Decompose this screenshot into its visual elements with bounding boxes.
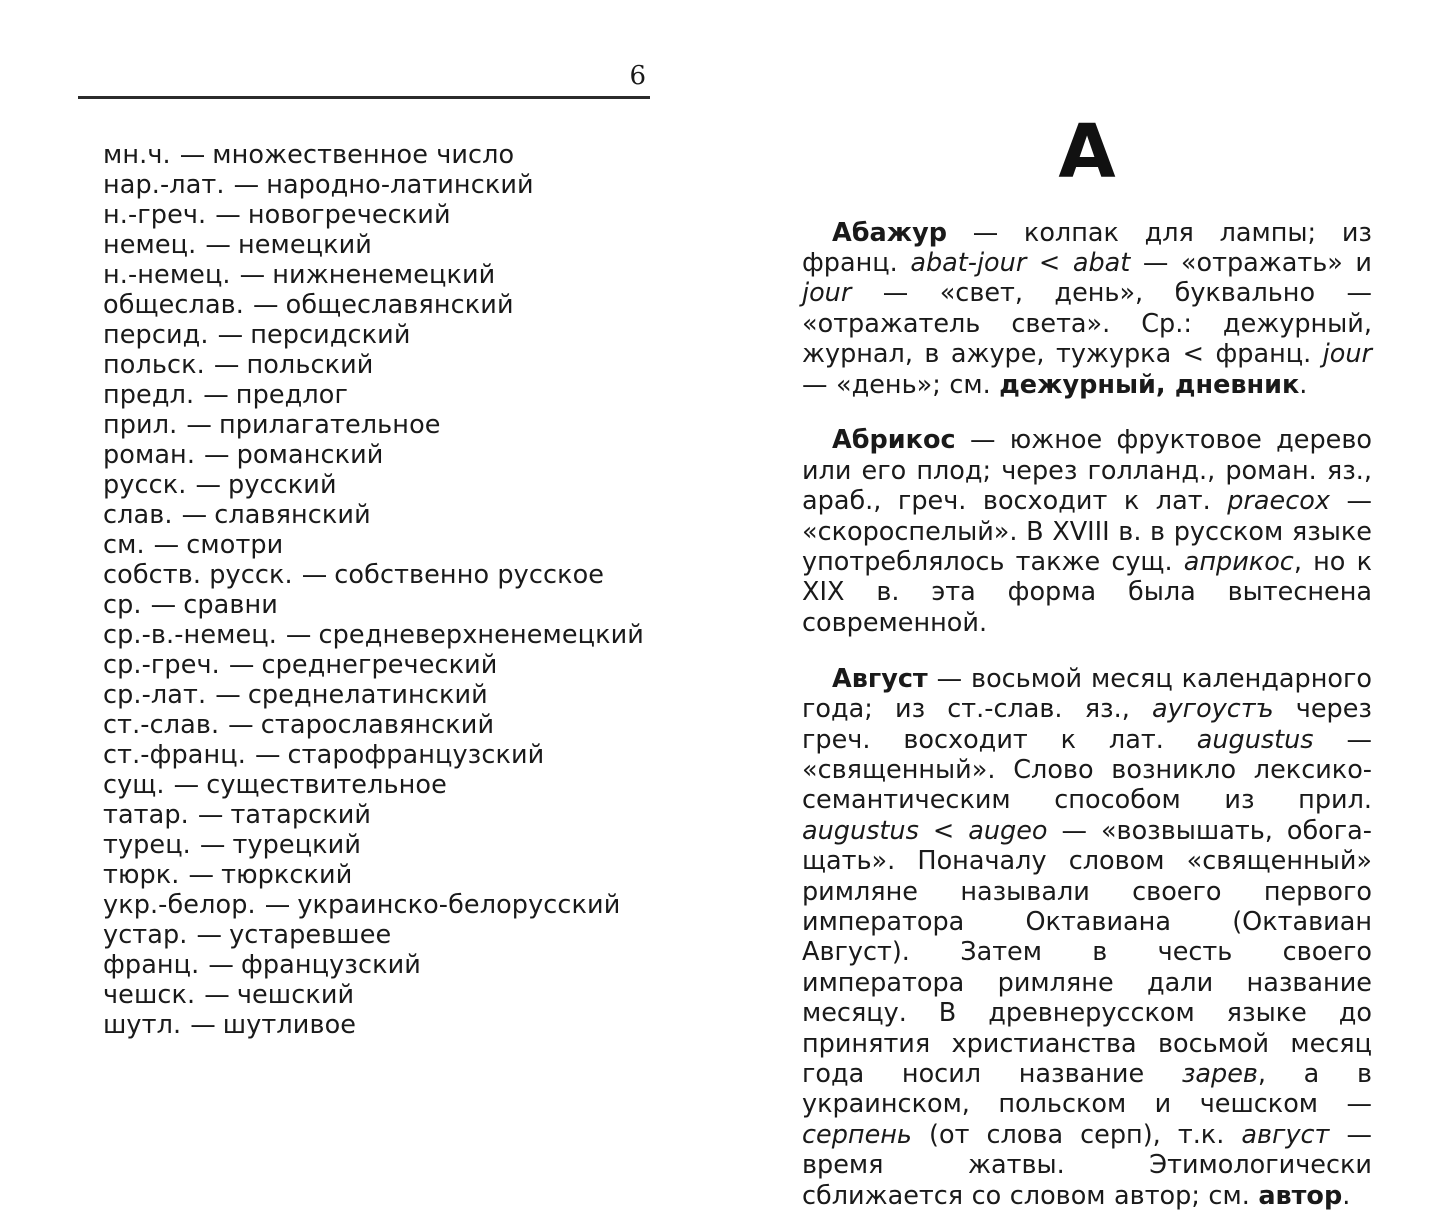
- em-dash-separator: —: [219, 710, 261, 740]
- abbreviation-expansion: тюркский: [221, 860, 352, 890]
- abbreviation-short: немец.: [103, 230, 196, 260]
- abbreviation-expansion: французский: [241, 950, 421, 980]
- abbreviation-expansion: среднегреческий: [261, 650, 497, 680]
- entry-text: через греч. восходит к лат.: [802, 694, 1372, 754]
- em-dash-separator: —: [231, 260, 273, 290]
- page-number: 6: [78, 60, 650, 92]
- em-dash-separator: —: [194, 380, 236, 410]
- em-dash-separator: —: [195, 980, 237, 1010]
- entries-column: [802, 112, 1372, 1211]
- abbreviations-column: [103, 140, 703, 1040]
- abbreviation-row: [103, 650, 703, 680]
- abbreviation-row: [103, 500, 703, 530]
- abbreviation-expansion: собственно русское: [334, 560, 604, 590]
- em-dash-separator: —: [225, 170, 267, 200]
- abbreviation-row: [103, 1010, 703, 1040]
- abbreviation-row: [103, 770, 703, 800]
- abbreviation-expansion: шутливое: [223, 1010, 356, 1040]
- abbreviation-row: [103, 350, 703, 380]
- em-dash-separator: —: [277, 620, 319, 650]
- abbreviation-expansion: множественное число: [212, 140, 514, 170]
- em-dash-separator: —: [220, 650, 262, 680]
- abbreviation-expansion: русский: [228, 470, 337, 500]
- em-dash-separator: —: [173, 500, 215, 530]
- em-dash-separator: —: [205, 350, 247, 380]
- abbreviation-short: польск.: [103, 350, 205, 380]
- entry-text: — восьмой месяц календарного года; из ст.-слав. яз.,: [802, 664, 1372, 724]
- abbreviation-short: укр.-белор.: [103, 890, 256, 920]
- abbreviation-row: [103, 620, 703, 650]
- entry-list: [802, 218, 1372, 1211]
- entry-etymon: априкос: [1184, 547, 1294, 577]
- abbreviation-expansion: нижненемецкий: [272, 260, 495, 290]
- entry-text: , но к XIX в. эта форма была вытеснена современной.: [802, 547, 1372, 638]
- letter-heading: А: [802, 112, 1372, 192]
- entry-etymon: praecox: [1227, 486, 1330, 516]
- abbreviation-expansion: персидский: [250, 320, 410, 350]
- abbreviation-short: нар.-лат.: [103, 170, 225, 200]
- abbreviation-short: русск.: [103, 470, 186, 500]
- em-dash-separator: —: [177, 410, 219, 440]
- abbreviation-expansion: старофранцузский: [288, 740, 545, 770]
- entry-text: — время жатвы. Этимологически сближается со словом автор; см.: [802, 1120, 1372, 1211]
- abbreviation-row: [103, 710, 703, 740]
- abbreviation-expansion: турецкий: [233, 830, 362, 860]
- entry-text: (от слова серп), т.к.: [912, 1120, 1241, 1150]
- abbreviation-short: общеслав.: [103, 290, 244, 320]
- abbreviation-short: мн.ч.: [103, 140, 171, 170]
- entry-cross-reference: дежурный, дневник: [999, 370, 1299, 400]
- em-dash-separator: —: [246, 740, 288, 770]
- em-dash-separator: —: [244, 290, 286, 320]
- abbreviation-short: собств. русск.: [103, 560, 293, 590]
- abbreviation-expansion: татарский: [230, 800, 371, 830]
- abbreviation-row: [103, 590, 703, 620]
- abbreviation-short: тюрк.: [103, 860, 180, 890]
- abbreviation-expansion: среднелатинский: [248, 680, 488, 710]
- em-dash-separator: —: [165, 770, 207, 800]
- abbreviation-short: н.-греч.: [103, 200, 206, 230]
- abbreviation-short: устар.: [103, 920, 187, 950]
- abbreviation-row: [103, 260, 703, 290]
- abbreviation-short: персид.: [103, 320, 209, 350]
- abbreviation-expansion: сравни: [183, 590, 278, 620]
- em-dash-separator: —: [189, 800, 231, 830]
- abbreviation-expansion: романский: [237, 440, 384, 470]
- em-dash-separator: —: [145, 530, 187, 560]
- entry-text: — колпак для лампы; из франц.: [802, 218, 1372, 278]
- abbreviation-expansion: славянский: [214, 500, 371, 530]
- header-rule: [78, 96, 650, 99]
- entry-text: — «день»; см.: [802, 370, 999, 400]
- abbreviation-short: чешск.: [103, 980, 195, 1010]
- abbreviation-row: [103, 920, 703, 950]
- entry-etymon: зарев: [1182, 1059, 1258, 1089]
- abbreviation-row: [103, 320, 703, 350]
- abbreviation-short: ср.: [103, 590, 142, 620]
- entry-headword: Абрикос: [832, 425, 956, 455]
- entry-etymon: abat: [1073, 248, 1130, 278]
- entry-etymon: jour: [1323, 339, 1372, 369]
- em-dash-separator: —: [191, 830, 233, 860]
- abbreviation-short: сущ.: [103, 770, 165, 800]
- em-dash-separator: —: [187, 920, 229, 950]
- abbreviation-row: [103, 860, 703, 890]
- dictionary-entry: [802, 218, 1372, 400]
- abbreviation-short: татар.: [103, 800, 189, 830]
- abbreviation-short: н.-немец.: [103, 260, 231, 290]
- em-dash-separator: —: [209, 320, 251, 350]
- abbreviation-short: роман.: [103, 440, 195, 470]
- em-dash-separator: —: [206, 200, 248, 230]
- page-header: [78, 60, 650, 99]
- dictionary-entry: [802, 425, 1372, 638]
- em-dash-separator: —: [256, 890, 298, 920]
- abbreviation-row: [103, 230, 703, 260]
- em-dash-separator: —: [293, 560, 335, 590]
- entry-etymon: abat-jour: [910, 248, 1026, 278]
- em-dash-separator: —: [181, 1010, 223, 1040]
- entry-text: — «отражать» и: [1130, 248, 1372, 278]
- entry-text: , а в украинском, польском и чешском —: [802, 1059, 1372, 1119]
- em-dash-separator: —: [171, 140, 213, 170]
- abbreviation-expansion: народно-латинский: [266, 170, 533, 200]
- abbreviation-expansion: прилагательное: [219, 410, 441, 440]
- em-dash-separator: —: [186, 470, 228, 500]
- abbreviation-row: [103, 740, 703, 770]
- abbreviation-row: [103, 140, 703, 170]
- entry-etymon: аугоустъ: [1152, 694, 1274, 724]
- entry-text: <: [919, 816, 968, 846]
- abbreviation-row: [103, 170, 703, 200]
- abbreviation-short: предл.: [103, 380, 194, 410]
- abbreviation-short: см.: [103, 530, 145, 560]
- abbreviation-row: [103, 980, 703, 1010]
- abbreviation-expansion: немецкий: [238, 230, 372, 260]
- abbreviation-row: [103, 200, 703, 230]
- entry-text: — «свет, день», буквально — «отражатель света». Ср.: дежурный, журнал, в ажуре, тужурка < франц.: [802, 278, 1372, 369]
- abbreviation-short: ст.-слав.: [103, 710, 219, 740]
- abbreviation-row: [103, 470, 703, 500]
- em-dash-separator: —: [196, 230, 238, 260]
- abbreviation-row: [103, 380, 703, 410]
- abbreviation-list: [103, 140, 703, 1040]
- entry-etymon: jour: [802, 278, 851, 308]
- abbreviation-expansion: украинско-белорусский: [297, 890, 620, 920]
- abbreviation-expansion: смотри: [186, 530, 283, 560]
- abbreviation-row: [103, 560, 703, 590]
- entry-text: — южное фруктовое дерево или его плод; через голланд., роман. яз., араб., греч. восходит к лат.: [802, 425, 1372, 516]
- abbreviation-short: прил.: [103, 410, 177, 440]
- entry-cross-reference: автор: [1258, 1181, 1342, 1211]
- abbreviation-expansion: новогреческий: [248, 200, 451, 230]
- entry-etymon: серпень: [802, 1120, 912, 1150]
- abbreviation-short: ср.-в.-немец.: [103, 620, 277, 650]
- entry-text: — «возвышать, обогащать». Поначалу словом «священный» римляне называли своего первого императора Октавиана (Октавиан Август). Затем в честь своего императора римляне дали название месяцу. В древнерусском языке до принятия христианства восьмой месяц года носил название: [802, 816, 1372, 1089]
- entry-text: .: [1342, 1181, 1350, 1211]
- entry-etymon: augustus: [802, 816, 919, 846]
- abbreviation-row: [103, 440, 703, 470]
- entry-etymon: augustus: [1197, 725, 1314, 755]
- abbreviation-row: [103, 890, 703, 920]
- abbreviation-expansion: существительное: [206, 770, 447, 800]
- em-dash-separator: —: [195, 440, 237, 470]
- abbreviation-short: турец.: [103, 830, 191, 860]
- entry-text: — «скороспелый». В XVIII в. в русском языке употреблялось также сущ.: [802, 486, 1372, 577]
- abbreviation-row: [103, 410, 703, 440]
- abbreviation-expansion: старославянский: [261, 710, 494, 740]
- abbreviation-row: [103, 290, 703, 320]
- em-dash-separator: —: [180, 860, 222, 890]
- abbreviation-row: [103, 830, 703, 860]
- abbreviation-expansion: общеславянский: [286, 290, 514, 320]
- abbreviation-expansion: чешский: [237, 980, 354, 1010]
- abbreviation-short: ср.-лат.: [103, 680, 206, 710]
- em-dash-separator: —: [199, 950, 241, 980]
- abbreviation-expansion: польский: [246, 350, 373, 380]
- abbreviation-short: ст.-франц.: [103, 740, 246, 770]
- entry-text: .: [1299, 370, 1307, 400]
- abbreviation-short: ср.-греч.: [103, 650, 220, 680]
- abbreviation-row: [103, 530, 703, 560]
- abbreviation-short: шутл.: [103, 1010, 181, 1040]
- abbreviation-row: [103, 800, 703, 830]
- entry-headword: Август: [832, 664, 928, 694]
- entry-text: <: [1026, 248, 1073, 278]
- abbreviation-expansion: предлог: [236, 380, 348, 410]
- abbreviation-row: [103, 950, 703, 980]
- entry-etymon: август: [1241, 1120, 1329, 1150]
- abbreviation-expansion: устаревшее: [229, 920, 391, 950]
- abbreviation-short: слав.: [103, 500, 173, 530]
- abbreviation-short: франц.: [103, 950, 199, 980]
- abbreviation-expansion: средневерхненемецкий: [319, 620, 644, 650]
- entry-etymon: augeo: [968, 816, 1047, 846]
- em-dash-separator: —: [206, 680, 248, 710]
- em-dash-separator: —: [142, 590, 184, 620]
- abbreviation-row: [103, 680, 703, 710]
- entry-headword: Абажур: [832, 218, 947, 248]
- entry-text: — «священный». Слово возникло лексико-семантическим способом из прил.: [802, 725, 1372, 816]
